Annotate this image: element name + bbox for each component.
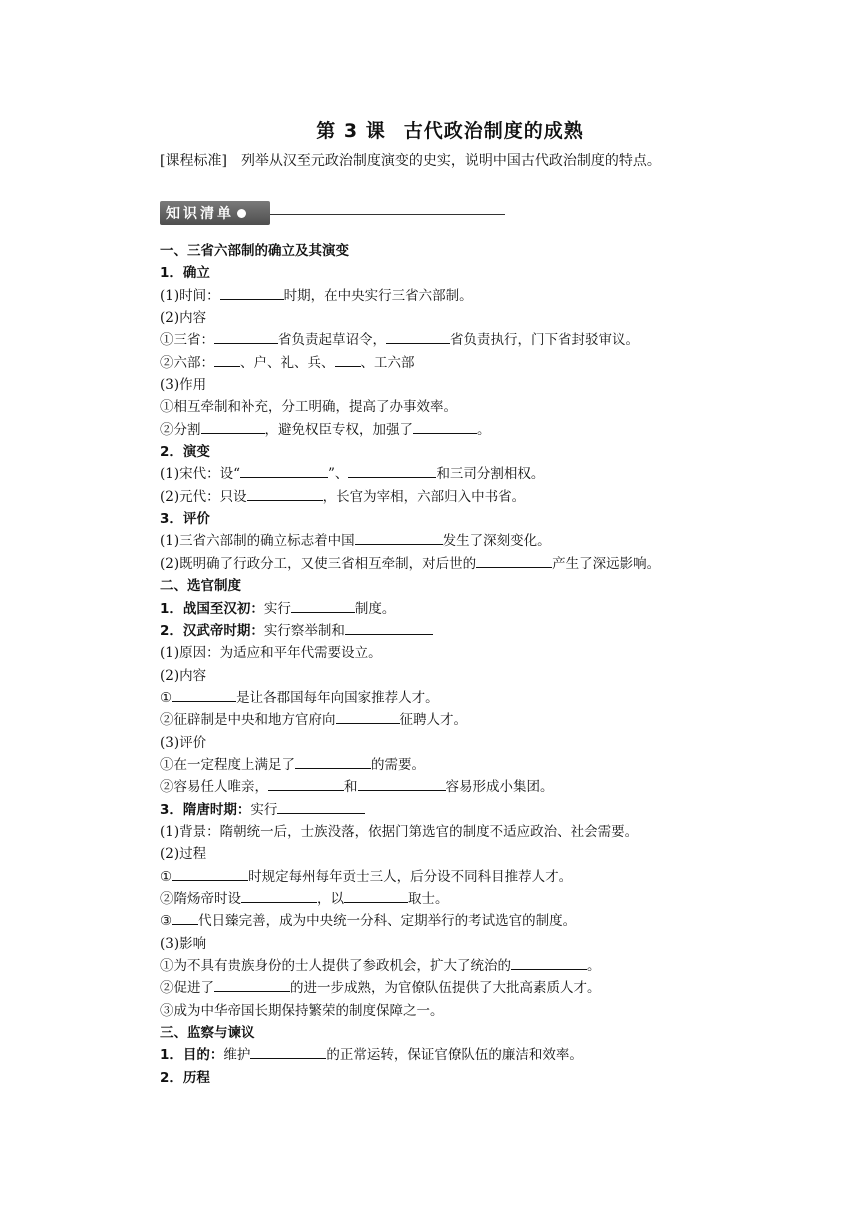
section-heading — [160, 240, 720, 262]
line-text: ① — [160, 868, 173, 885]
subsection-heading — [160, 1067, 720, 1089]
line-text: 产生了深远影响。 — [552, 555, 661, 572]
subsection-heading — [160, 799, 720, 821]
course-standard — [160, 150, 661, 170]
subsection-heading — [160, 598, 720, 620]
banner-label: 知识清单 — [166, 206, 234, 222]
line-text: ②容易任人唯亲， — [160, 779, 268, 796]
fill-in-blank[interactable] — [201, 419, 265, 434]
page-title — [0, 116, 860, 143]
fill-in-blank[interactable] — [295, 754, 371, 769]
knowledge-content — [160, 240, 720, 1089]
line-text: 的进一步成熟，为官僚队伍提供了大批高素质人才。 — [290, 980, 601, 997]
content-line — [160, 977, 720, 999]
line-text: 代日臻完善，成为中央统一分科、定期举行的考试选官的制度。 — [198, 913, 577, 930]
fill-in-blank[interactable] — [214, 329, 278, 344]
content-line — [160, 866, 720, 888]
line-text: 实行察举制和 — [263, 622, 345, 639]
content-line — [160, 843, 720, 865]
fill-in-blank[interactable] — [291, 598, 355, 613]
line-text: (3)评价 — [160, 734, 207, 751]
line-text: ②六部： — [160, 354, 214, 371]
line-text: 征聘人才。 — [399, 712, 467, 729]
content-line — [160, 285, 720, 307]
line-text: (3)作用 — [160, 377, 207, 394]
line-text: 2．演变 — [160, 444, 210, 461]
line-text: ③成为中华帝国长期保持繁荣的制度保障之一。 — [160, 1002, 444, 1019]
subsection-heading — [160, 441, 720, 463]
line-text: 和三司分割相权。 — [436, 466, 545, 483]
content-line — [160, 486, 720, 508]
subsection-heading — [160, 262, 720, 284]
line-text: ，避免权臣专权，加强了 — [264, 421, 413, 438]
fill-in-blank[interactable] — [172, 910, 198, 925]
fill-in-blank[interactable] — [220, 285, 284, 300]
line-text: ，长官为宰相，六部归入中书省。 — [322, 488, 526, 505]
line-text: 省负责执行，门下省封驳审议。 — [450, 332, 639, 349]
lesson-name: 古代政治制度的成熟 — [403, 120, 584, 142]
line-text: (2)内容 — [160, 310, 207, 327]
line-text: 容易形成小集团。 — [445, 779, 554, 796]
content-line — [160, 553, 720, 575]
content-line — [160, 709, 720, 731]
course-standard-text: 列举从汉至元政治制度演变的史实，说明中国古代政治制度的特点。 — [240, 153, 661, 169]
fill-in-blank[interactable] — [344, 888, 408, 903]
fill-in-blank[interactable] — [250, 1044, 326, 1059]
line-text: (1)宋代：设“ — [160, 466, 241, 483]
line-text: 1．目的： — [160, 1047, 224, 1064]
lesson-number: 第 3 课 — [316, 120, 386, 142]
line-text: 、户、礼、兵、 — [240, 354, 335, 371]
fill-in-blank[interactable] — [348, 463, 436, 478]
line-text: 3．隋唐时期： — [160, 801, 251, 818]
content-line — [160, 463, 720, 485]
section-heading — [160, 1022, 720, 1044]
content-line — [160, 530, 720, 552]
subsection-heading — [160, 620, 720, 642]
fill-in-blank[interactable] — [277, 799, 365, 814]
content-line — [160, 419, 720, 441]
content-line — [160, 910, 720, 932]
line-text: ”、 — [328, 466, 349, 483]
content-line — [160, 732, 720, 754]
line-text: (2)元代：只设 — [160, 488, 247, 505]
fill-in-blank[interactable] — [240, 463, 328, 478]
line-text: 。 — [477, 421, 491, 438]
line-text: (1)背景：隋朝统一后，士族没落，依据门第选官的制度不适应政治、社会需要。 — [160, 823, 639, 840]
line-text: (2)内容 — [160, 667, 207, 684]
line-text: 的需要。 — [371, 756, 425, 773]
line-text: ②促进了 — [160, 980, 214, 997]
line-text: 3．评价 — [160, 511, 210, 528]
line-text: 省负责起草诏令， — [278, 332, 386, 349]
content-line — [160, 374, 720, 396]
fill-in-blank[interactable] — [336, 709, 400, 724]
content-line — [160, 687, 720, 709]
content-line — [160, 1000, 720, 1022]
line-text: 2．历程 — [160, 1069, 210, 1086]
line-text: 实行 — [263, 600, 291, 617]
line-text: ②征辟制是中央和地方官府向 — [160, 712, 336, 729]
fill-in-blank[interactable] — [241, 888, 317, 903]
line-text: 是让各郡国每年向国家推荐人才。 — [236, 689, 439, 706]
fill-in-blank[interactable] — [172, 687, 236, 702]
fill-in-blank[interactable] — [476, 553, 552, 568]
content-line — [160, 776, 720, 798]
line-text: 维护 — [223, 1047, 251, 1064]
fill-in-blank[interactable] — [386, 329, 450, 344]
line-text: 的正常运转，保证官僚队伍的廉洁和效率。 — [326, 1047, 583, 1064]
section-heading — [160, 575, 720, 597]
line-text: ①在一定程度上满足了 — [160, 756, 295, 773]
fill-in-blank[interactable] — [214, 352, 240, 367]
content-line — [160, 888, 720, 910]
line-text: 发生了深刻变化。 — [442, 533, 551, 550]
fill-in-blank[interactable] — [268, 776, 344, 791]
line-text: 实行 — [250, 801, 278, 818]
line-text: (2)既明确了行政分工，又使三省相互牵制，对后世的 — [160, 555, 477, 572]
line-text: 二、选官制度 — [160, 578, 241, 595]
line-text: 制度。 — [354, 600, 396, 617]
line-text: 2．汉武帝时期： — [160, 622, 264, 639]
line-text: (1)时间： — [160, 287, 220, 304]
course-standard-label: [课程标准] — [160, 153, 227, 169]
line-text: (2)过程 — [160, 846, 207, 863]
line-text: 1．战国至汉初： — [160, 600, 264, 617]
line-text: ②隋炀帝时设 — [160, 890, 241, 907]
content-line — [160, 396, 720, 418]
content-line — [160, 642, 720, 664]
line-text: ①三省： — [160, 332, 214, 349]
line-text: (1)原因：为适应和平年代需要设立。 — [160, 645, 382, 662]
fill-in-blank[interactable] — [355, 530, 443, 545]
knowledge-list-banner — [160, 201, 270, 225]
fill-in-blank[interactable] — [413, 419, 477, 434]
content-line — [160, 821, 720, 843]
content-line — [160, 352, 720, 374]
line-text: 和 — [344, 779, 358, 796]
fill-in-blank[interactable] — [358, 776, 446, 791]
content-line — [160, 933, 720, 955]
content-line — [160, 955, 720, 977]
content-line — [160, 665, 720, 687]
subsection-heading — [160, 1044, 720, 1066]
content-line — [160, 754, 720, 776]
banner-divider — [270, 214, 505, 215]
line-text: 取士。 — [408, 890, 449, 907]
line-text: ③ — [160, 913, 173, 930]
content-line — [160, 307, 720, 329]
line-text: ②分割 — [160, 421, 201, 438]
line-text: 三、监察与谏议 — [160, 1025, 255, 1042]
line-text: 。 — [587, 958, 601, 974]
fill-in-blank[interactable] — [335, 352, 361, 367]
line-text: (3)影响 — [160, 935, 207, 952]
fill-in-blank[interactable] — [247, 486, 323, 501]
line-text: 、工六部 — [360, 354, 415, 371]
line-text: ① — [160, 689, 173, 706]
line-text: ①为不具有贵族身份的士人提供了参政机会，扩大了统治的 — [160, 958, 511, 974]
fill-in-blank[interactable] — [214, 977, 290, 992]
line-text: 时期，在中央实行三省六部制。 — [283, 287, 473, 304]
line-text: 1．确立 — [160, 265, 210, 282]
content-line — [160, 329, 720, 351]
bullet-dot-icon — [237, 209, 246, 218]
line-text: ①相互牵制和补充，分工明确，提高了办事效率。 — [160, 399, 457, 416]
line-text: ，以 — [317, 890, 344, 907]
fill-in-blank[interactable] — [511, 955, 587, 970]
line-text: (1)三省六部制的确立标志着中国 — [160, 533, 355, 550]
line-text: 时规定每州每年贡士三人，后分设不同科目推荐人才。 — [248, 868, 573, 885]
fill-in-blank[interactable] — [172, 866, 248, 881]
fill-in-blank[interactable] — [345, 620, 433, 635]
line-text: 一、三省六部制的确立及其演变 — [160, 243, 349, 259]
subsection-heading — [160, 508, 720, 530]
